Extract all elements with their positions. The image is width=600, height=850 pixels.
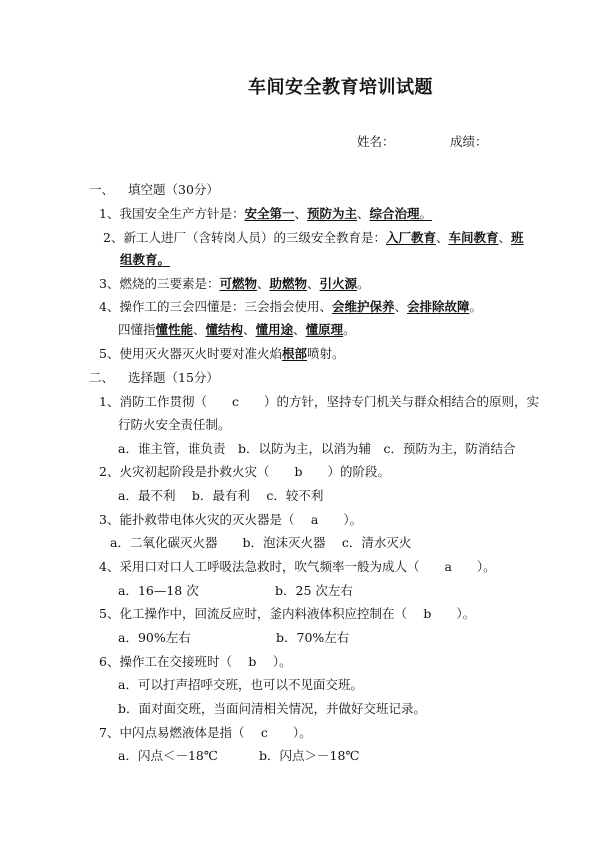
choice-question-7-option-a: a．闪点＜－18℃: [118, 748, 218, 763]
choice-question-3: 3、能扑救带电体火灾的灭火器是（ a ）。: [99, 512, 363, 527]
choice-question-7: 7、中闪点易燃液体是指（ c ）。: [99, 725, 312, 740]
choice-question-6: 6、操作工在交接班时（ b ）。: [99, 654, 292, 669]
fill-question-2: 2、新工人进厂（含转岗人员）的三级安全教育是：入厂教育、车间教育、班: [103, 230, 524, 245]
score-label: 成绩：: [450, 134, 488, 149]
section2-heading: 选择题（15分）: [128, 370, 219, 385]
page-title: 车间安全教育培训试题: [248, 77, 433, 98]
choice-question-4-option-a: a．16—18 次: [118, 583, 199, 598]
choice-question-3-options: a．二氧化碳灭火器 b．泡沫灭火器 c．清水灭火: [110, 535, 412, 550]
choice-question-4: 4、采用口对口人工呼吸法急救时，吹气频率一般为成人（ a ）。: [99, 559, 496, 574]
choice-question-1: 1、消防工作贯彻（ c ）的方针，坚持专门机关与群众相结合的原则，实: [99, 394, 539, 409]
section1-number: 一、: [89, 182, 115, 197]
fill-question-5: 5、使用灭火器灭火时要对准火焰根部喷射。: [99, 346, 345, 361]
fill-question-4: 4、操作工的三会四懂是：三会指会使用、会维护保养、会排除故障。: [99, 299, 483, 314]
section1-heading: 填空题（30分）: [128, 182, 219, 197]
fill-question-3: 3、燃烧的三要素是：可燃物、助燃物、引火源。: [99, 276, 370, 291]
choice-question-2: 2、火灾初起阶段是扑救火灾（ b ）的阶段。: [99, 464, 390, 479]
fill-question-4-cont: 四懂指懂性能、懂结构、懂用途、懂原理。: [118, 322, 356, 337]
choice-question-5-option-a: a．90%左右: [118, 630, 191, 645]
choice-question-4-option-b: b．25 次左右: [275, 583, 353, 598]
fill-question-1: 1、我国安全生产方针是：安全第一、预防为主、综合治理。: [99, 206, 433, 221]
choice-question-6-option-a: a．可以打声招呼交班，也可以不见面交班。: [118, 677, 363, 692]
choice-question-1-cont: 行防火安全责任制。: [118, 417, 231, 432]
choice-question-5: 5、化工操作中，回流反应时，釜内料液体积应控制在（ b ）。: [99, 606, 476, 621]
fill-question-2-cont: 组教育。: [120, 252, 171, 267]
choice-question-6-option-b: b．面对面交班，当面问清相关情况，并做好交班记录。: [118, 701, 427, 716]
choice-question-7-option-b: b．闪点＞－18℃: [259, 748, 360, 763]
choice-question-2-options: a．最不利 b．最有利 c．较不利: [118, 488, 324, 503]
section2-number: 二、: [89, 370, 115, 385]
choice-question-1-options: a．谁主管，谁负责 b．以防为主，以消为辅 c．预防为主，防消结合: [118, 441, 516, 456]
name-label: 姓名：: [357, 134, 395, 149]
choice-question-5-option-b: b．70%左右: [276, 630, 350, 645]
